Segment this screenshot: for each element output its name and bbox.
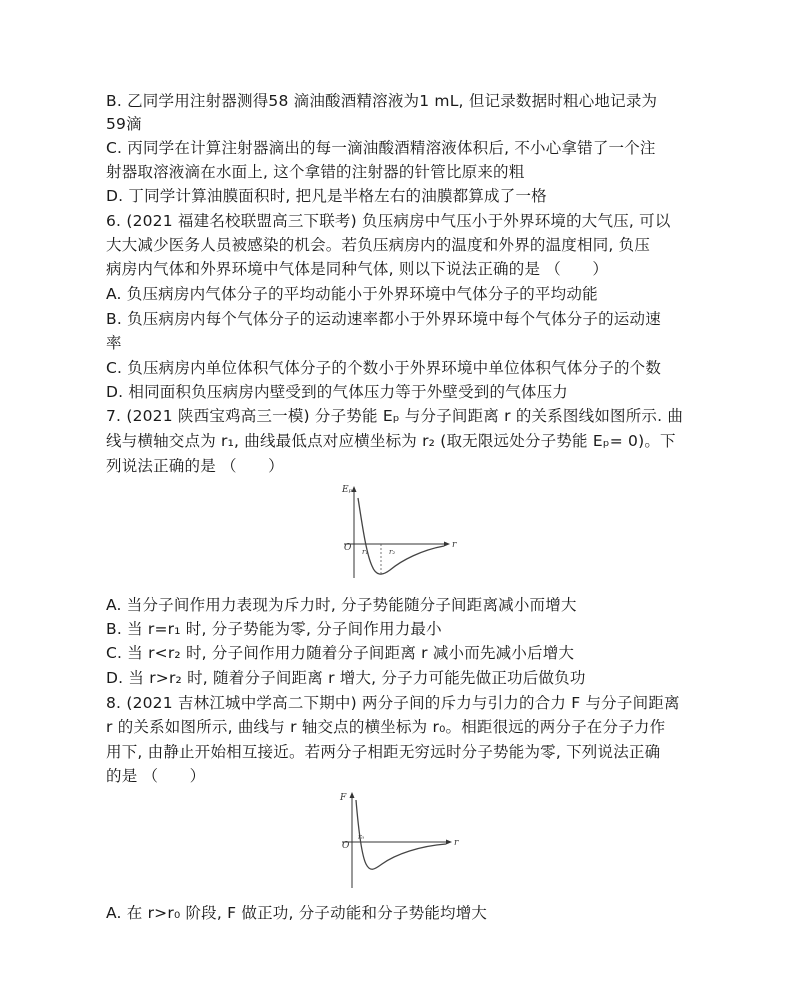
r2-label: r₂ — [389, 548, 396, 556]
text-line: B. 乙同学用注射器测得58 滴油酸酒精溶液为1 mL, 但记录数据时粗心地记录为 — [106, 92, 658, 110]
option-d: D. 当 r>r₂ 时, 随着分子间距离 r 增大, 分子力可能先做正功后做负功 — [106, 669, 586, 687]
axis-x-label: r — [452, 540, 457, 550]
text-line: 病房内气体和外界环境中气体是同种气体, 则以下说法正确的是 （ ） — [106, 260, 609, 278]
text-line: C. 丙同学在计算注射器滴出的每一滴油酸酒精溶液体积后, 不小心拿错了一个注 — [106, 139, 656, 157]
text-line: 率 — [106, 334, 122, 352]
option-d: D. 相同面积负压病房内壁受到的气体压力等于外壁受到的气体压力 — [106, 383, 568, 401]
option-b: B. 当 r=r₁ 时, 分子势能为零, 分子间作用力最小 — [106, 620, 442, 638]
text-line: 线与横轴交点为 r₁, 曲线最低点对应横坐标为 r₂ (取无限远处分子势能 Eₚ= 0)。下 — [106, 432, 676, 450]
text-line: r 的关系如图所示, 曲线与 r 轴交点的横坐标为 r₀。相距很远的两分子在分子力作 — [106, 718, 666, 736]
option-a: A. 当分子间作用力表现为斥力时, 分子势能随分子间距离减小而增大 — [106, 596, 577, 614]
axis-y-label: F — [340, 793, 347, 803]
question-6-stem: 6. (2021 福建名校联盟高三下联考) 负压病房中气压小于外界环境的大气压, 可以 — [106, 212, 671, 230]
text-line: D. 丁同学计算油膜面积时, 把凡是半格左右的油膜都算成了一格 — [106, 187, 547, 205]
option-c: C. 负压病房内单位体积气体分子的个数小于外界环境中单位体积气体分子的个数 — [106, 359, 662, 377]
question-7-stem: 7. (2021 陕西宝鸡高三一模) 分子势能 Eₚ 与分子间距离 r 的关系图线如图所示. 曲 — [106, 407, 684, 425]
origin-label: O — [344, 543, 352, 553]
question-8-stem: 8. (2021 吉林江城中学高二下期中) 两分子间的斥力与引力的合力 F 与分子间距离 — [106, 694, 680, 712]
r0-label: r₀ — [358, 833, 365, 841]
option-c: C. 当 r<r₂ 时, 分子间作用力随着分子间距离 r 减小而先减小后增大 — [106, 644, 575, 662]
option-a: A. 在 r>r₀ 阶段, F 做正功, 分子动能和分子势能均增大 — [106, 904, 488, 922]
text-line: 列说法正确的是 （ ） — [106, 457, 284, 475]
text-line: 59滴 — [106, 115, 142, 133]
text-line: 射器取溶液滴在水面上, 这个拿错的注射器的针管比原来的粗 — [106, 163, 525, 181]
axis-y-label: Eₚ — [342, 485, 353, 495]
r1-label: r₁ — [362, 548, 369, 556]
axis-x-label: r — [454, 838, 459, 848]
potential-energy-graph — [336, 478, 466, 590]
option-b: B. 负压病房内每个气体分子的运动速率都小于外界环境中每个气体分子的运动速 — [106, 310, 661, 328]
text-line: 用下, 由静止开始相互接近。若两分子相距无穷远时分子势能为零, 下列说法正确 — [106, 743, 661, 761]
origin-label: O — [342, 841, 350, 851]
option-a: A. 负压病房内气体分子的平均动能小于外界环境中气体分子的平均动能 — [106, 285, 598, 303]
text-line: 的是 （ ） — [106, 767, 206, 785]
text-line: 大大减少医务人员被感染的机会。若负压病房内的温度和外界的温度相同, 负压 — [106, 236, 651, 254]
force-graph — [336, 784, 466, 896]
